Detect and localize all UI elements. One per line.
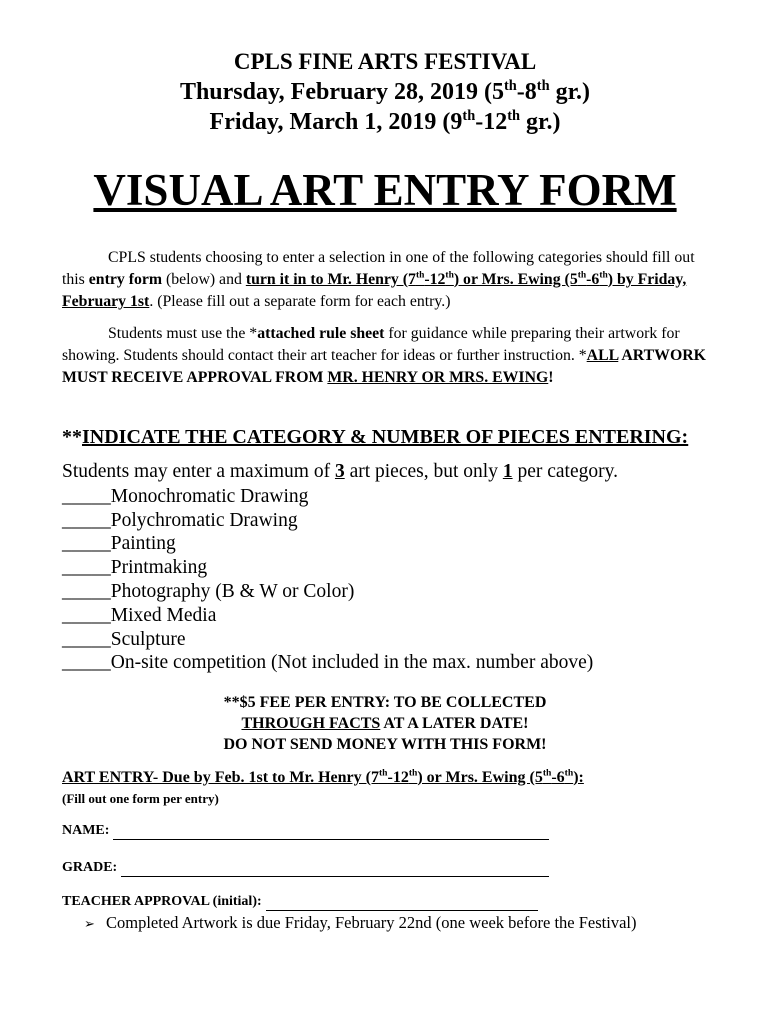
festival-date-friday: Friday, March 1, 2019 (9th-12th gr.) bbox=[209, 108, 561, 135]
category-blank[interactable]: _____ bbox=[62, 557, 111, 579]
fee-notice: **$5 FEE PER ENTRY: TO BE COLLECTED THROUGH FACTS AT A LATER DATE! DO NOT SEND MONEY WITH THIS FORM! bbox=[223, 694, 547, 753]
festival-title: CPLS FINE ARTS FESTIVAL bbox=[233, 49, 537, 74]
fill-note: (Fill out one form per entry) bbox=[62, 791, 219, 806]
category-blank[interactable]: _____ bbox=[62, 604, 111, 626]
name-label: NAME: bbox=[62, 823, 110, 838]
category-item[interactable]: _____Sculpture bbox=[62, 628, 186, 650]
festival-header bbox=[0, 47, 770, 137]
category-item[interactable]: _____Monochromatic Drawing bbox=[62, 485, 309, 507]
category-blank[interactable]: _____ bbox=[62, 509, 111, 531]
teacher-approval-field[interactable] bbox=[62, 893, 538, 911]
category-item[interactable]: _____Mixed Media bbox=[62, 604, 217, 626]
category-item[interactable]: _____Printmaking bbox=[62, 557, 208, 579]
due-heading: ART ENTRY- Due by Feb. 1st to Mr. Henry (7th-12th) or Mrs. Ewing (5th-6th): bbox=[62, 767, 584, 786]
category-blank[interactable]: _____ bbox=[62, 652, 111, 674]
category-item[interactable]: _____Painting bbox=[62, 533, 176, 555]
indicate-heading: **INDICATE THE CATEGORY & NUMBER OF PIECES ENTERING: bbox=[62, 426, 689, 448]
intro-paragraph: CPLS students choosing to enter a selection in one of the following categories should fill out this entry form (below) and turn it in to Mr. Henry (7th-12th) or Mrs. Ewing (5th-6th) by Friday, February 1st. (Please fill out a separate form for each entry.) bbox=[62, 249, 695, 310]
category-blank[interactable]: _____ bbox=[62, 485, 111, 507]
category-list bbox=[62, 460, 618, 675]
category-item[interactable]: _____On-site competition (Not included in the max. number above) bbox=[62, 652, 594, 674]
grade-field[interactable] bbox=[62, 859, 549, 877]
turn-in-instruction: turn it in to Mr. Henry (7th-12th) or Mrs. Ewing (5th-6th) by Friday, February 1st bbox=[62, 270, 687, 310]
category-intro: Students may enter a maximum of 3 art pieces, but only 1 per category. bbox=[62, 461, 618, 482]
category-blank[interactable]: _____ bbox=[62, 533, 111, 555]
rules-paragraph: Students must use the *attached rule sheet for guidance while preparing their artwork for showing. Students should contact their art teacher for ideas or further instruction. *ALL ARTWORK MUST RECEIVE APPROVAL FROM MR. HENRY OR MRS. EWING! bbox=[62, 325, 706, 386]
category-blank[interactable]: _____ bbox=[62, 628, 111, 650]
category-blank[interactable]: _____ bbox=[62, 580, 111, 602]
teacher-approval-input-line[interactable] bbox=[266, 896, 538, 911]
name-field[interactable] bbox=[62, 822, 549, 840]
name-input-line[interactable] bbox=[113, 825, 549, 840]
category-item[interactable]: _____Polychromatic Drawing bbox=[62, 509, 298, 531]
grade-input-line[interactable] bbox=[121, 862, 549, 877]
category-item[interactable]: _____Photography (B & W or Color) bbox=[62, 580, 355, 602]
grade-label: GRADE: bbox=[62, 860, 118, 875]
arrow-bullet-icon: ➢ bbox=[84, 917, 95, 932]
due-date-note: ➢ Completed Artwork is due Friday, February 22nd (one week before the Festival) bbox=[84, 912, 636, 936]
teacher-approval-label: TEACHER APPROVAL (initial): bbox=[62, 894, 262, 909]
festival-date-thursday: Thursday, February 28, 2019 (5th-8th gr.) bbox=[179, 78, 591, 105]
form-title: VISUAL ART ENTRY FORM bbox=[93, 165, 677, 215]
